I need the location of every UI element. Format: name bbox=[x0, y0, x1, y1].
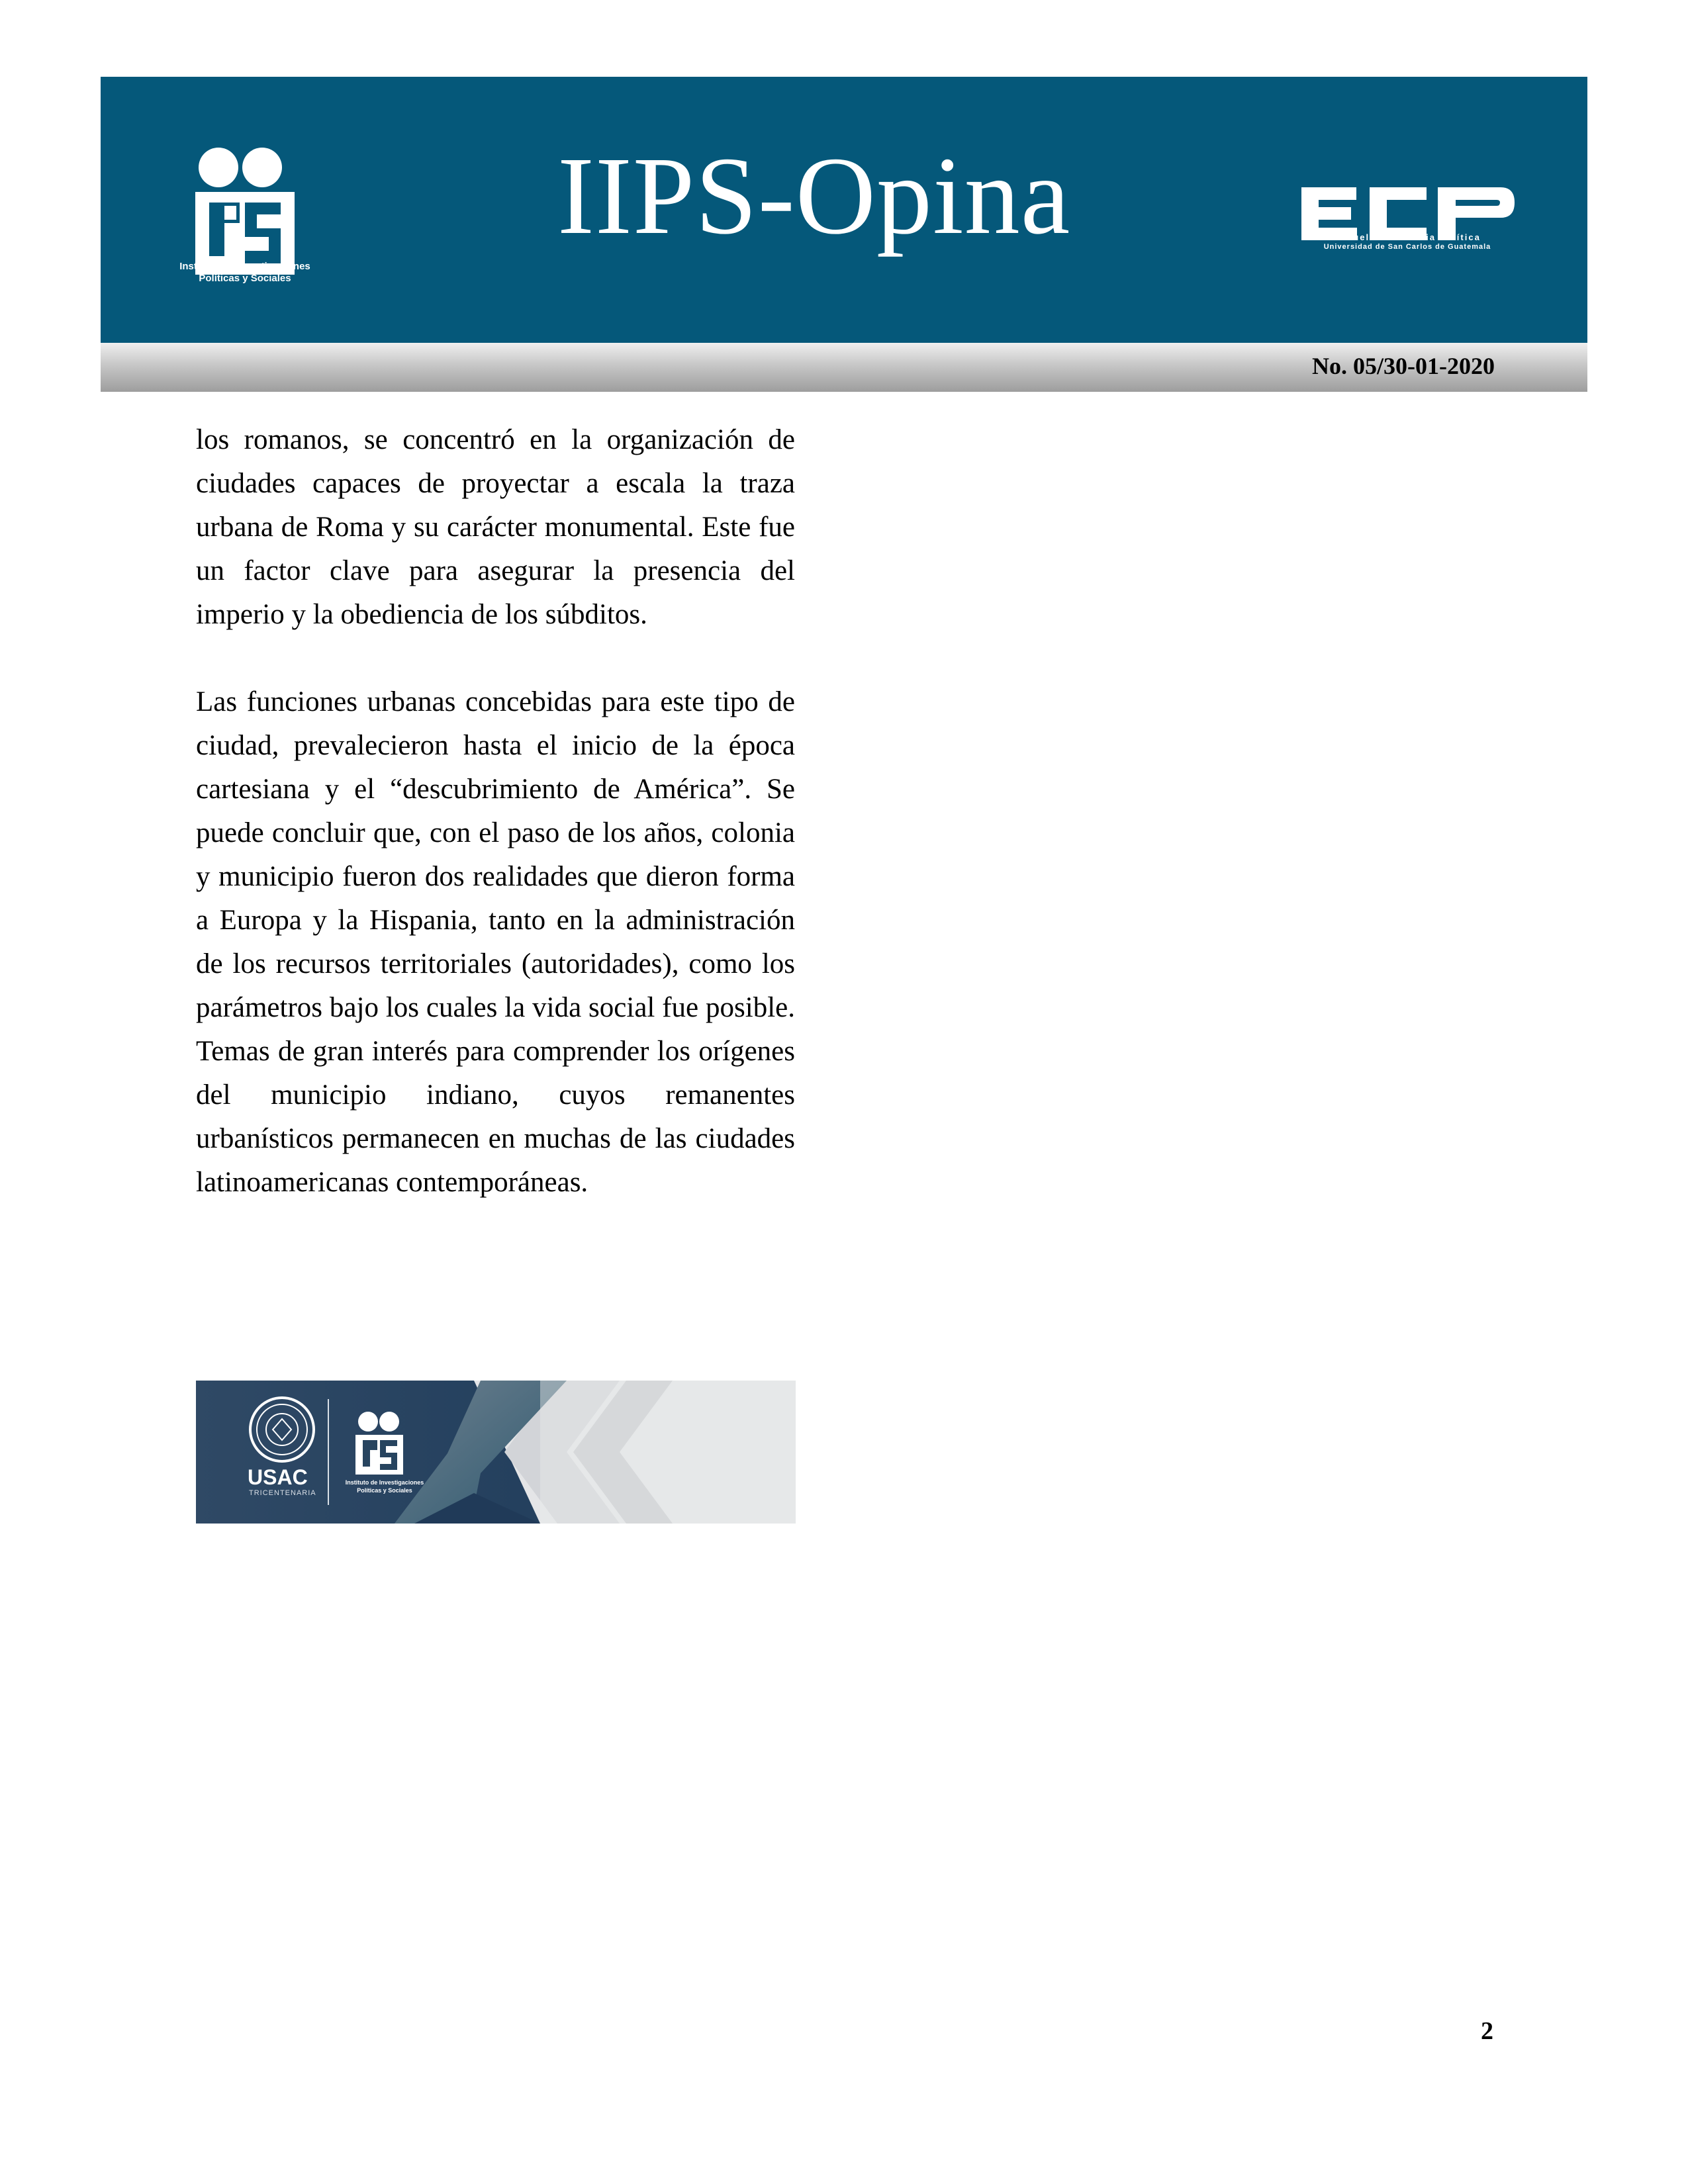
issue-strip bbox=[101, 343, 1587, 392]
ecp-caption-line-1: Escuela de Ciencia Política bbox=[1334, 232, 1481, 242]
usac-label: USAC bbox=[248, 1465, 308, 1489]
footer-banner-graphic bbox=[196, 1381, 796, 1524]
article-paragraph: los romanos, se concentró en la organización de ciudades capaces de proyectar a escala la traza urbana de Roma y su carácter monumental. Este fue un factor clave para asegurar la presencia del imperio y la obediencia de los súbditos. bbox=[196, 424, 795, 630]
page-number: 2 bbox=[1481, 2017, 1493, 2045]
footer-iips-caption: Instituto de Investigaciones Políticas y Sociales bbox=[345, 1479, 424, 1494]
ecp-caption-line-2: Universidad de San Carlos de Guatemala bbox=[1323, 243, 1491, 251]
usac-sublabel: TRICENTENARIA bbox=[249, 1489, 316, 1497]
article-body bbox=[196, 418, 795, 1205]
paragraph-gap bbox=[196, 637, 795, 680]
issue-number: No. 05/30-01-2020 bbox=[1312, 353, 1495, 379]
publication-title: IIPS-Opina bbox=[557, 134, 1071, 257]
footer-logo-banner bbox=[196, 1381, 796, 1524]
article-paragraph: Las funciones urbanas concebidas para este tipo de ciudad, prevalecieron hasta el inicio de la época cartesiana y el “descubrimiento de América”. Se puede concluir que, con el paso de los años, colonia y municipio fueron dos realidades que dieron forma a Europa y la Hispania, tanto en la administración de los recursos territoriales (autoridades), como los parámetros bajo los cuales la vida social fue posible. Temas de gran interés para comprender los orígenes del municipio indiano, cuyos remanentes urbanísticos permanecen en muchas de las ciudades latinoamericanas contemporáneas. bbox=[196, 686, 795, 1198]
masthead-banner bbox=[101, 77, 1587, 343]
iips-logo-caption: Instituto de Investigaciones Políticas y Sociales bbox=[179, 261, 310, 284]
